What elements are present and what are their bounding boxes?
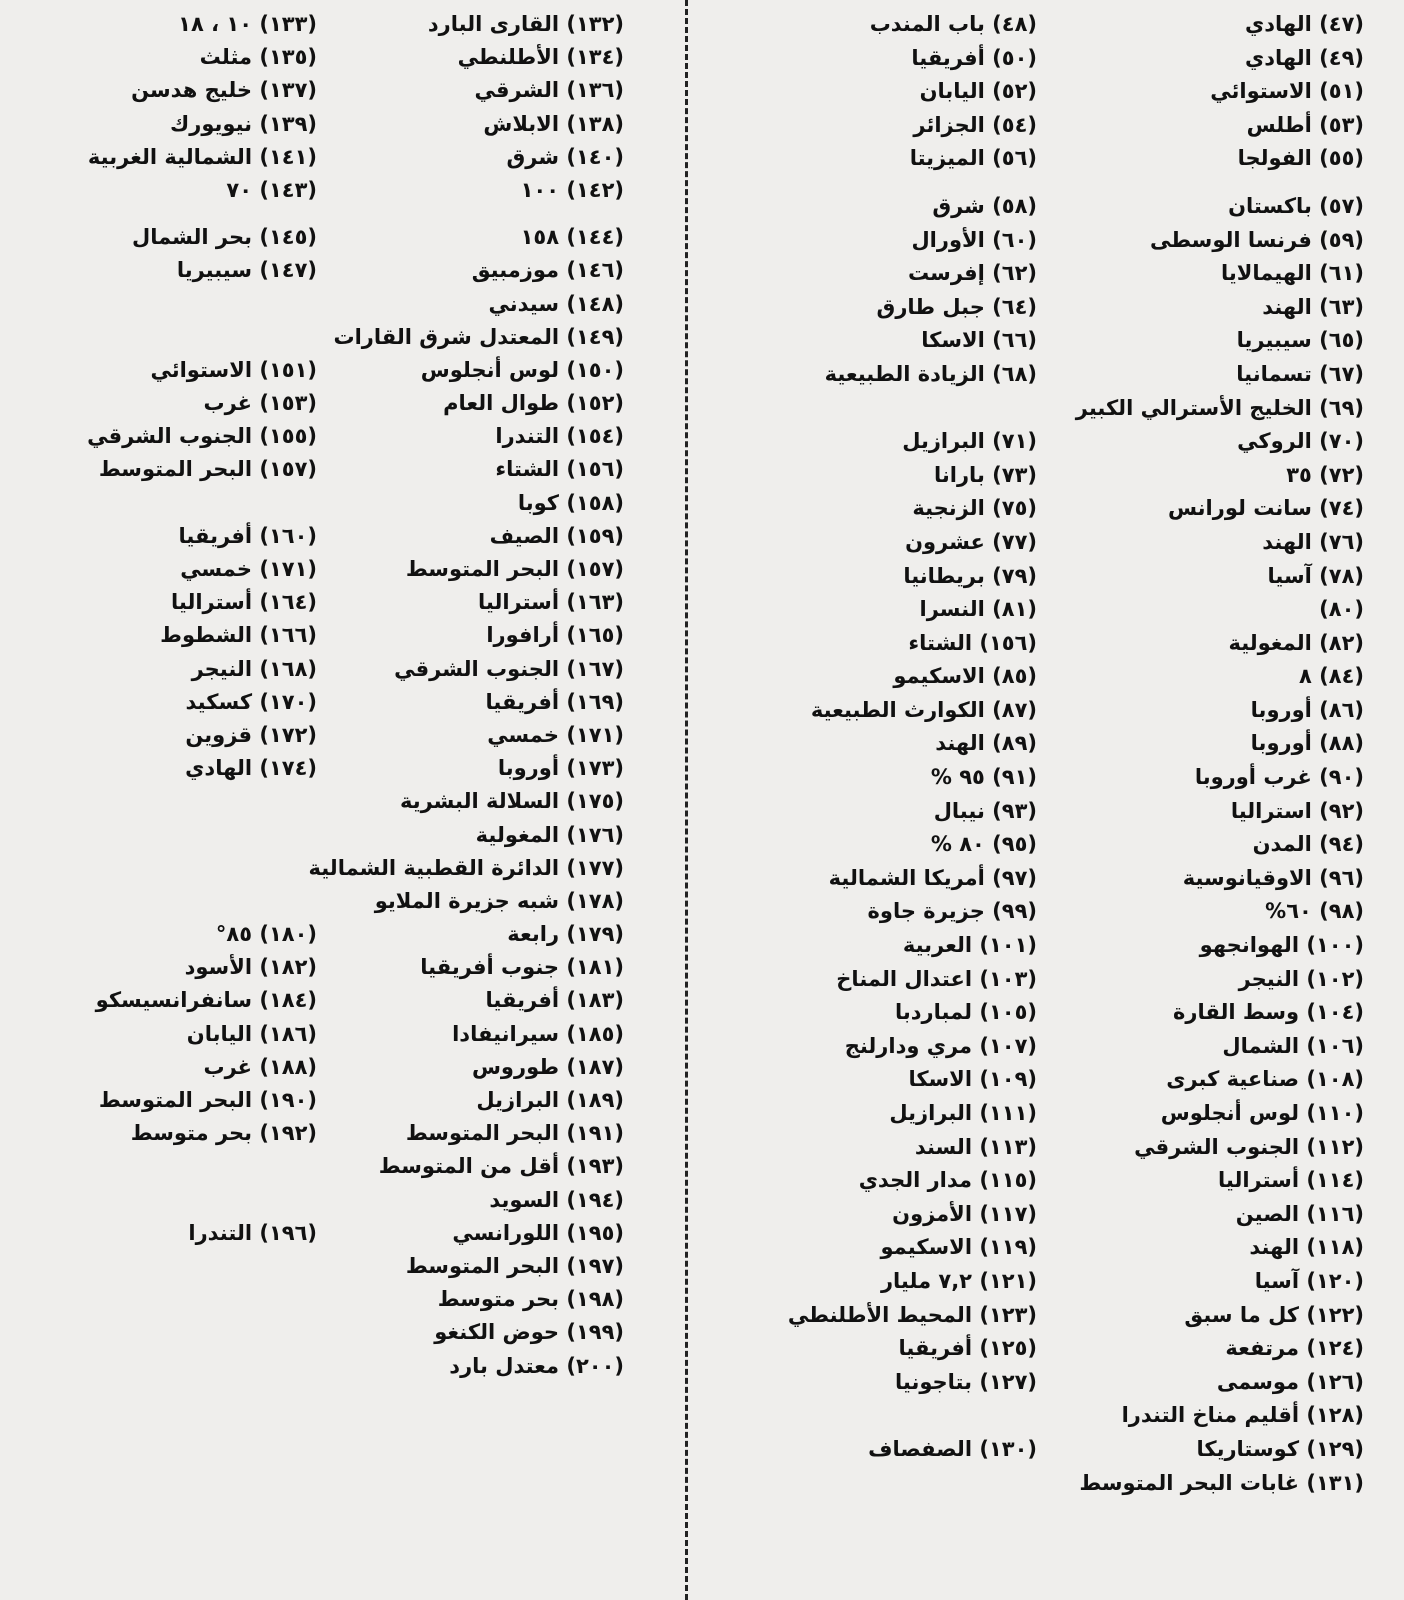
- answer-row: [710, 996, 1364, 1030]
- answer-item: (٦٤) جبل طارق: [876, 294, 1037, 319]
- answer-row: [10, 174, 624, 207]
- answer-item: (١٣٤) الأطلنطي: [457, 45, 624, 70]
- answer-item: (١١٢) الجنوب الشرقي: [1134, 1134, 1364, 1159]
- answer-row: [10, 619, 624, 652]
- answer-item: (١٧٣) أوروبا: [497, 756, 624, 781]
- answer-item: (١٥٧) البحر المتوسط: [405, 557, 624, 581]
- answer-item: (٩٣) نيبال: [933, 798, 1037, 823]
- answer-item: (١٨٣) أفريقيا: [485, 988, 624, 1013]
- answer-row: [710, 1433, 1364, 1467]
- answer-item: (١٩٧) البحر المتوسط: [405, 1253, 624, 1278]
- answer-row: [10, 420, 624, 453]
- answer-row: [10, 41, 624, 74]
- answer-item: (١٣٧) خليج هدسن: [131, 78, 317, 103]
- answer-row: [10, 288, 624, 321]
- answer-row: [10, 487, 624, 520]
- answer-item: (١٨٩) البرازيل: [476, 1088, 624, 1112]
- answer-row: [710, 963, 1364, 997]
- answer-item: (٦٥) سيبيريا: [1236, 328, 1364, 353]
- answer-item: (١٣٩) نيويورك: [170, 111, 317, 136]
- answer-row: [710, 392, 1364, 426]
- answer-row: [10, 586, 624, 619]
- answer-item: (١٨٦) اليابان: [186, 1021, 317, 1046]
- answer-row: [710, 1265, 1364, 1299]
- answer-item: (١٠٦) الشمال: [1222, 1033, 1364, 1058]
- answer-item: (٧٦) الهند: [1262, 529, 1364, 554]
- answer-item: (١٢٥) أفريقيا: [898, 1336, 1037, 1361]
- answer-item: (١٥٨) كوبا: [517, 490, 624, 515]
- answer-item: (٥٦) الميزيتا: [909, 146, 1037, 171]
- answer-row: [710, 1231, 1364, 1265]
- answer-item: (١٦٩) أفريقيا: [485, 689, 624, 714]
- answer-item: (١٢٩) كوستاريكا: [1196, 1436, 1364, 1461]
- answer-item: (١٣٨) الابلاش: [483, 111, 624, 136]
- answer-item: (٩٤) المدن: [1252, 832, 1364, 857]
- answer-item: (٨٥) الاسكيمو: [893, 664, 1037, 689]
- answer-row: [710, 324, 1364, 358]
- answer-item: (٥٧) باكستان: [1228, 193, 1364, 218]
- answer-item: (١٥٥) الجنوب الشرقي: [87, 424, 317, 449]
- answer-item: (١٩٣) أقل من المتوسط: [378, 1154, 624, 1179]
- answer-item: (٧١) البرازيل: [902, 429, 1037, 454]
- answer-item: (٨١) النسرا: [919, 597, 1037, 622]
- answer-row: [10, 141, 624, 174]
- answer-row: [710, 1097, 1364, 1131]
- answer-item: (٦٧) تسمانيا: [1236, 361, 1364, 386]
- answer-item: (٥١) الاستوائي: [1210, 79, 1364, 104]
- answer-row: [710, 694, 1364, 728]
- answer-row: [10, 951, 624, 984]
- answer-item: [10, 288, 317, 321]
- answer-item: (١٢٦) موسمى: [1216, 1369, 1364, 1394]
- answer-row: [710, 795, 1364, 829]
- answer-row: [710, 257, 1364, 291]
- answer-row: [710, 1164, 1364, 1198]
- answer-item: (١٢٧) بتاجونيا: [895, 1369, 1037, 1394]
- answer-item: (٦١) الهيمالايا: [1220, 261, 1364, 286]
- answer-row: [710, 895, 1364, 929]
- answer-item: (٦٠) الأورال: [911, 227, 1037, 252]
- answer-row: [10, 1117, 624, 1150]
- answer-row: [710, 1332, 1364, 1366]
- answer-row: [10, 885, 624, 918]
- answer-item: (٥٩) فرنسا الوسطى: [1149, 227, 1364, 252]
- answer-item: (٩٠) غرب أوروبا: [1194, 765, 1364, 790]
- answer-item: (١٩٩) حوض الكنغو: [434, 1320, 624, 1345]
- answer-row: [10, 453, 624, 486]
- answer-item: (٤٨) باب المندب: [869, 12, 1037, 36]
- answer-item: (١٣٣) ١٠ ، ١٨: [178, 12, 317, 36]
- answer-row: [710, 1366, 1364, 1400]
- answer-item: (١٩٤) السويد: [489, 1187, 624, 1212]
- answer-item: (١١١) البرازيل: [889, 1101, 1037, 1125]
- answer-item: (١٨٠) ٨٥°: [215, 922, 317, 947]
- answer-item: (١٤١) الشمالية الغربية: [87, 144, 317, 169]
- answer-row: [710, 291, 1364, 325]
- answer-item: (٦٢) إفرست: [907, 261, 1037, 286]
- answer-item: (٩٧) أمريكا الشمالية: [828, 865, 1037, 890]
- answer-row: [710, 190, 1364, 224]
- answer-column-right: [700, 0, 1404, 1600]
- answer-row: [710, 75, 1364, 109]
- answer-item: (٥٣) أطلس: [1246, 112, 1364, 137]
- answer-item: (٨٨) أوروبا: [1250, 731, 1364, 756]
- answer-row: [710, 1131, 1364, 1165]
- answer-item: (٥٤) الجزائر: [913, 112, 1037, 137]
- answer-item: (٧٧) عشرون: [905, 529, 1037, 554]
- answer-item: (٦٨) الزيادة الطبيعية: [824, 361, 1037, 386]
- answer-item: (١٧٤) الهادي: [185, 756, 317, 781]
- answer-row: [710, 109, 1364, 143]
- answer-row: [10, 1283, 624, 1316]
- answer-item: (١٠٣) اعتدال المناخ: [836, 966, 1037, 991]
- answer-item: (١٤٩) المعتدل شرق القارات: [333, 324, 624, 349]
- answer-row: [710, 42, 1364, 76]
- answer-row: [710, 492, 1364, 526]
- answer-row: [710, 1467, 1364, 1501]
- answer-item: (١١٤) أستراليا: [1218, 1168, 1364, 1193]
- answer-item: [10, 487, 317, 520]
- answer-row: [10, 1350, 624, 1383]
- answer-item: (١٤٢) ١٠٠: [520, 177, 624, 202]
- answer-item: (١٦٠) أفريقيا: [178, 523, 317, 548]
- answer-item: (١٦٥) أرافورا: [486, 623, 624, 648]
- answer-item: (٦٦) الاسكا: [921, 328, 1037, 353]
- answer-row: [710, 1299, 1364, 1333]
- answer-row: [10, 553, 624, 586]
- answer-item: (٦٩) الخليج الأسترالي الكبير: [1075, 395, 1364, 420]
- answer-item: (١٠٩) الاسكا: [908, 1067, 1037, 1092]
- answer-item: (٢٠٠) معتدل بارد: [449, 1353, 624, 1378]
- answer-row: [710, 425, 1364, 459]
- answer-item: (١١٣) السند: [914, 1134, 1037, 1159]
- answer-item: (٧٣) بارانا: [934, 462, 1037, 487]
- answer-item: (٨٤) ٨: [1299, 664, 1364, 689]
- answer-item: (١٧١) خمسي: [180, 557, 317, 581]
- answer-item: (٥٨) شرق: [932, 193, 1037, 218]
- answer-item: (١٤٣) ٧٠: [226, 177, 317, 202]
- answer-row: [10, 1184, 624, 1217]
- answer-item: (٥٢) اليابان: [919, 79, 1037, 104]
- answer-item: (٩٢) استراليا: [1230, 798, 1364, 823]
- dashed-divider: [685, 0, 688, 1600]
- answer-item: (٧٠) الروكي: [1237, 429, 1364, 454]
- answer-row: [710, 593, 1364, 627]
- answer-item: (١٠٢) النيجر: [1238, 966, 1364, 991]
- answer-item: (١٩٥) اللورانسي: [452, 1220, 624, 1245]
- answer-row: [10, 785, 624, 818]
- answer-item: (١٠٥) لمباردبا: [894, 1000, 1037, 1025]
- answer-item: (١٥٦) الشتاء: [495, 457, 624, 482]
- answer-item: (٩٨) ٦٠%: [1265, 899, 1364, 924]
- answer-item: (١٧٧) الدائرة القطبية الشمالية: [308, 855, 624, 880]
- answer-item: (١٩١) البحر المتوسط: [405, 1121, 624, 1146]
- answer-row: [10, 520, 624, 553]
- answer-item: (١٣٦) الشرقي: [474, 78, 624, 103]
- answer-row: [710, 8, 1364, 42]
- answer-item: (١٢٢) كل ما سبق: [1184, 1302, 1364, 1327]
- answer-item: (١٢١) ٧,٢ مليار: [880, 1268, 1037, 1293]
- answer-row: [710, 358, 1364, 392]
- answer-item: (٧٤) سانت لورانس: [1167, 496, 1364, 521]
- answer-item: (٤٩) الهادي: [1244, 45, 1364, 70]
- answer-row: [710, 828, 1364, 862]
- answer-item: (٦٣) الهند: [1262, 294, 1364, 319]
- answer-item: (١٦٤) أستراليا: [171, 590, 317, 615]
- answer-item: (١٥٢) طوال العام: [443, 391, 624, 416]
- answer-row: [10, 1150, 624, 1183]
- answer-item: (١١٨) الهند: [1249, 1235, 1364, 1260]
- answer-row: [10, 321, 624, 354]
- answer-item: (١٧١) خمسي: [487, 722, 624, 747]
- answer-row: [10, 74, 624, 107]
- answer-column-left: [0, 0, 684, 1600]
- answer-row: [710, 727, 1364, 761]
- answer-item: (٨٩) الهند: [935, 731, 1037, 756]
- answer-row: [10, 686, 624, 719]
- answer-row: [10, 354, 624, 387]
- answer-item: (١٤٤) ١٥٨: [520, 225, 624, 250]
- answer-row: [10, 852, 624, 885]
- answer-row: [10, 984, 624, 1017]
- answer-item: (٥٠) أفريقيا: [911, 45, 1037, 70]
- answer-item: (١٢٣) المحيط الأطلنطي: [787, 1302, 1037, 1327]
- answer-item: (١١٠) لوس أنجلوس: [1160, 1101, 1364, 1125]
- answer-item: (١٨٢) الأسود: [184, 955, 317, 980]
- answer-item: (١٧٠) كسكيد: [185, 689, 317, 714]
- answer-row: [710, 660, 1364, 694]
- answer-item: (٧٥) الزنجية: [912, 496, 1037, 521]
- answer-item: (١٧٦) المغولية: [475, 822, 624, 847]
- answer-item: (١٤٠) شرق: [506, 144, 624, 169]
- answer-item: (١٢٠) آسيا: [1254, 1268, 1364, 1293]
- answer-item: (٧٩) بريطانيا: [903, 563, 1037, 588]
- answer-row: [10, 221, 624, 254]
- answer-row: [10, 1051, 624, 1084]
- answer-item: (١٠٤) وسط القارة: [1172, 1000, 1364, 1025]
- answer-item: (١٣٠) الصفصاف: [868, 1436, 1037, 1461]
- answer-item: (١٤٦) موزمبيق: [471, 258, 624, 283]
- answer-item: (١٥٤) التندرا: [495, 424, 624, 449]
- answer-item: (١١٥) مدار الجدي: [858, 1168, 1037, 1193]
- answer-item: (١٥٠) لوس أنجلوس: [420, 357, 624, 382]
- answer-item: (٨٦) أوروبا: [1250, 697, 1364, 722]
- answer-row: [710, 526, 1364, 560]
- answer-item: (١٠٨) صناعية كبرى: [1166, 1067, 1364, 1092]
- answer-row: [10, 387, 624, 420]
- answer-item: (١٨٥) سيرانيفادا: [452, 1021, 624, 1046]
- answer-item: (١٦٨) النيجر: [191, 656, 317, 681]
- answer-item: (٨٢) المغولية: [1228, 630, 1364, 655]
- answer-item: (٧٨) آسيا: [1267, 563, 1364, 588]
- answer-item: (١٦٦) الشطوط: [160, 623, 317, 648]
- answer-item: (١٥٩) الصيف: [489, 523, 624, 548]
- answer-item: (١١٦) الصين: [1235, 1201, 1364, 1226]
- answer-item: (١٠٠) الهوانجهو: [1199, 933, 1364, 958]
- answer-item: (١٧٩) رابعة: [507, 922, 624, 947]
- answer-item: (١٠١) العربية: [902, 933, 1037, 958]
- answer-row: [10, 254, 624, 287]
- answer-item: (١٣٥) مثلث: [199, 45, 317, 70]
- answer-item: (١٥٣) غرب: [203, 391, 317, 416]
- answer-item: (٥٥) الفولجا: [1237, 146, 1364, 171]
- answer-item: (١١٩) الاسكيمو: [880, 1235, 1037, 1260]
- answer-row: [710, 1198, 1364, 1232]
- answer-item: (١٨٤) سانفرانسيسكو: [95, 988, 317, 1013]
- answer-item: (١٢٨) أقليم مناخ التندرا: [1121, 1403, 1364, 1428]
- answer-item: (١٦٣) أستراليا: [478, 590, 624, 615]
- answer-row: [710, 929, 1364, 963]
- answer-row: [10, 1018, 624, 1051]
- answer-row: [710, 627, 1364, 661]
- answer-item: (٩٦) الاوقيانوسية: [1182, 865, 1364, 890]
- answer-item: (١٩٦) التندرا: [188, 1220, 317, 1245]
- answer-item: (٨٧) الكوارث الطبيعية: [810, 697, 1037, 722]
- answer-item: (١٤٥) بحر الشمال: [131, 225, 317, 250]
- answer-row: [10, 8, 624, 41]
- answer-row: [10, 108, 624, 141]
- answer-row: [10, 1316, 624, 1349]
- answer-item: (١٤٨) سيدني: [488, 291, 624, 316]
- answer-item: (١٩٢) بحر متوسط: [130, 1121, 317, 1146]
- answer-row: [710, 142, 1364, 176]
- answer-row: [710, 459, 1364, 493]
- answer-row: [10, 719, 624, 752]
- answer-row: [710, 1399, 1364, 1433]
- answer-item: (٩٩) جزيرة جاوة: [867, 899, 1037, 924]
- answer-item: (١٨١) جنوب أفريقيا: [420, 955, 624, 980]
- answer-item: (١٢٤) مرتفعة: [1225, 1336, 1364, 1361]
- answer-item: (١٥٧) البحر المتوسط: [98, 457, 317, 482]
- answer-item: (١٠٧) مري ودارلنج: [844, 1033, 1037, 1058]
- answer-row: [710, 560, 1364, 594]
- answer-item: (١٥١) الاستوائي: [150, 357, 317, 382]
- answer-row: [10, 653, 624, 686]
- answer-item: (١٧٨) شبه جزيرة الملايو: [374, 888, 624, 913]
- answer-row: [10, 1217, 624, 1250]
- answer-row: [710, 1030, 1364, 1064]
- answer-item: (٨٠): [1319, 597, 1364, 622]
- answer-row: [710, 761, 1364, 795]
- answer-row: [10, 752, 624, 785]
- answer-item: (١٤٧) سيبيريا: [176, 258, 317, 283]
- answer-row: [10, 918, 624, 951]
- answer-item: (٩٥) ٨٠ %: [930, 832, 1037, 857]
- answer-item: (١٣١) غابات البحر المتوسط: [1079, 1470, 1364, 1495]
- answer-item: (٧٢) ٣٥: [1286, 462, 1364, 487]
- answer-item: (١٨٨) غرب: [203, 1054, 317, 1079]
- answer-item: (٩١) ٩٥ %: [930, 765, 1037, 790]
- answer-row: [10, 1250, 624, 1283]
- answer-row: [10, 1084, 624, 1117]
- answer-item: (١٩٨) بحر متوسط: [437, 1287, 624, 1312]
- answer-item: (١٩٠) البحر المتوسط: [98, 1088, 317, 1112]
- answer-item: (١١٧) الأمزون: [892, 1201, 1037, 1226]
- answer-row: [710, 862, 1364, 896]
- answer-row: [10, 819, 624, 852]
- answer-item: (١٣٢) القارى البارد: [427, 12, 624, 36]
- answer-row: [710, 224, 1364, 258]
- answer-item: (١٨٧) طوروس: [471, 1054, 624, 1079]
- answer-item: (١٧٥) السلالة البشرية: [399, 789, 624, 814]
- answer-item: (١٥٦) الشتاء: [908, 630, 1037, 655]
- answer-row: [710, 1063, 1364, 1097]
- answer-item: (١٧٢) قزوين: [185, 722, 317, 747]
- answer-item: (١٦٧) الجنوب الشرقي: [394, 656, 624, 681]
- answer-item: (٤٧) الهادي: [1244, 12, 1364, 36]
